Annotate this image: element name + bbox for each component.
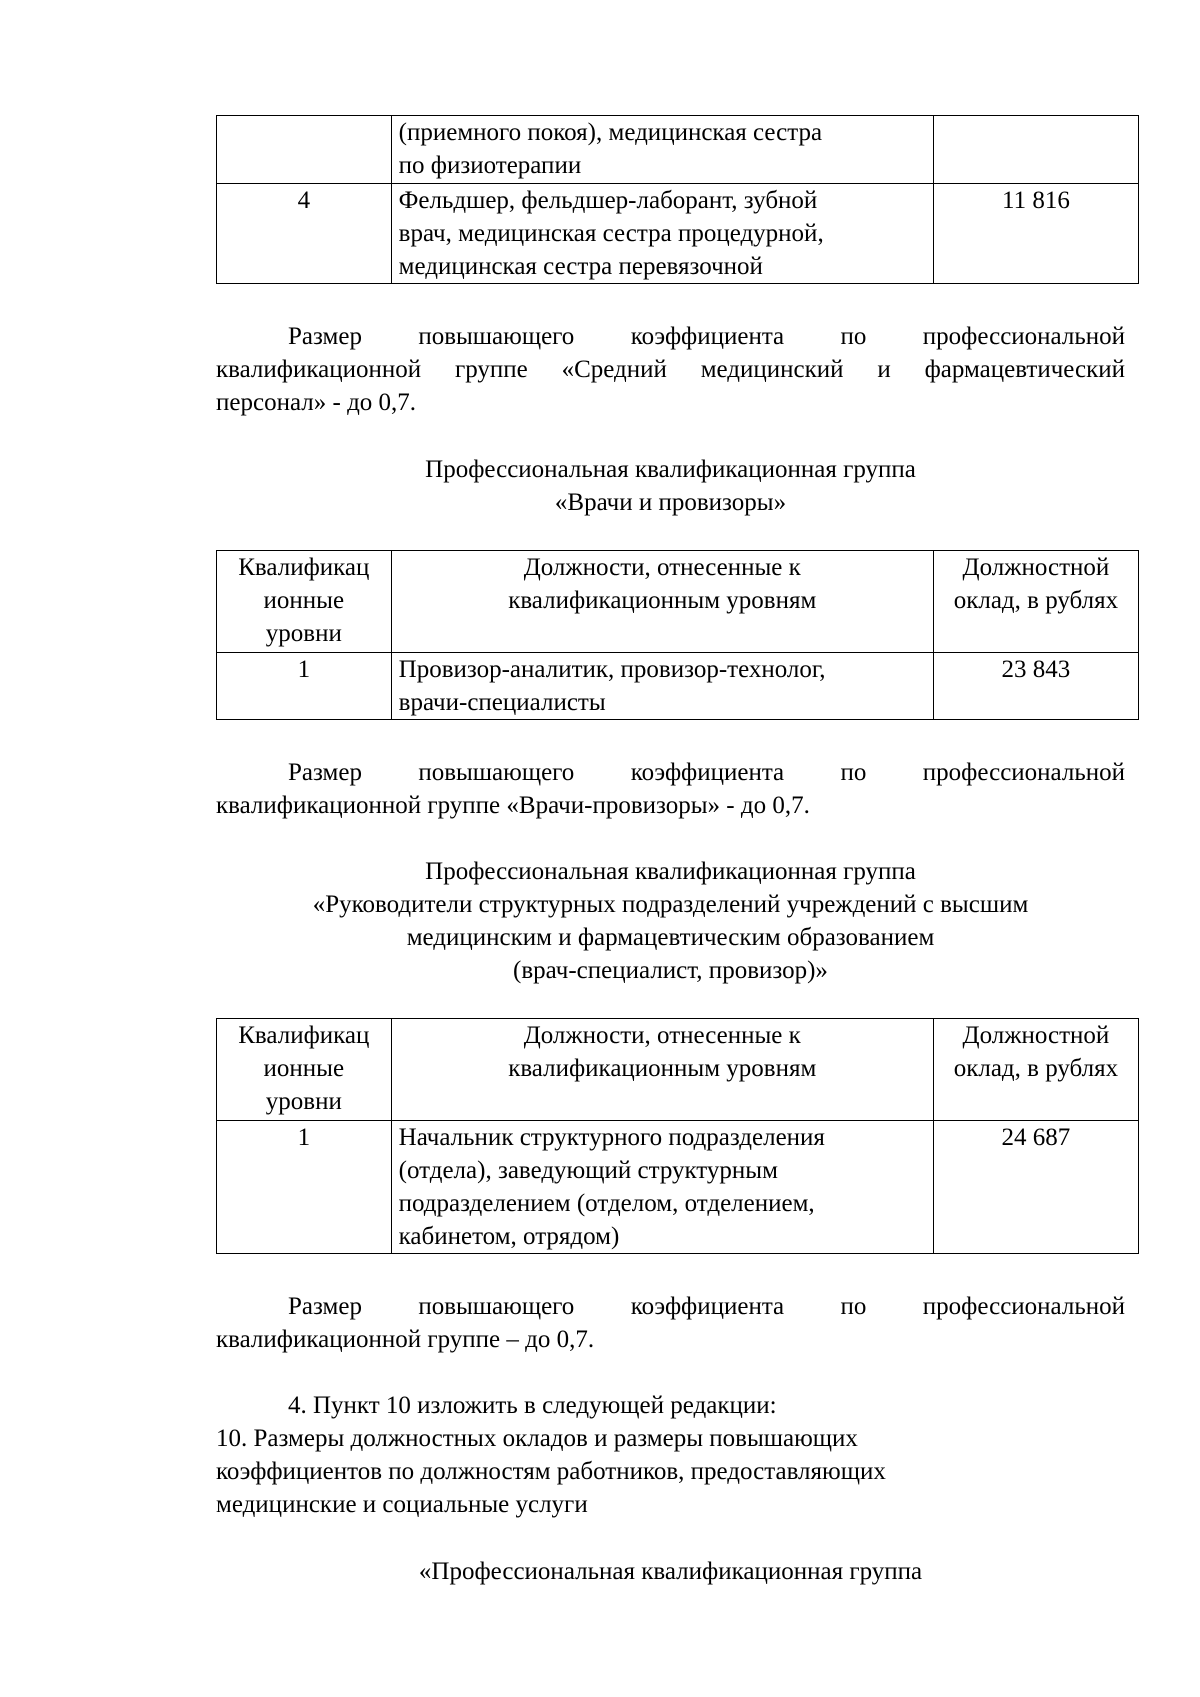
coefficient-paragraph-heads [216, 1290, 1125, 1356]
table-row [217, 116, 1139, 184]
level-cell: 4 [217, 184, 392, 284]
header-line: Должности, отнесенные к [523, 554, 801, 581]
header-line: Должностной [962, 1022, 1110, 1049]
level-cell: 1 [217, 1121, 392, 1254]
item-4-paragraph [216, 1389, 1125, 1521]
section-title-line: Профессиональная квалификационная группа [425, 858, 916, 885]
paragraph-line: Размер повышающего коэффициента по профессиональной [288, 1293, 1125, 1320]
header-line: оклад, в рублях [953, 587, 1119, 614]
table-row [217, 653, 1139, 720]
header-line: квалификационным уровням [508, 587, 817, 614]
table-row [217, 184, 1139, 284]
final-section-title [216, 1555, 1125, 1588]
section-title-line: медицинским и фармацевтическим образованием [406, 924, 935, 951]
section-title-line: «Профессиональная квалификационная группа [418, 1558, 923, 1585]
header-line: Должности, отнесенные к [523, 1022, 801, 1049]
position-cell [391, 653, 933, 720]
paragraph-line: квалификационной группе – до 0,7. [216, 1326, 595, 1353]
paragraph-line: Размер повышающего коэффициента по профессиональной [288, 759, 1125, 786]
header-positions [391, 1019, 933, 1121]
position-line: подразделением (отделом, отделением, [398, 1190, 815, 1217]
header-line: квалификационным уровням [508, 1055, 817, 1082]
table-heads [216, 1018, 1139, 1254]
header-levels [217, 1019, 392, 1121]
header-line: ионные [263, 587, 345, 614]
section-title-line: «Врачи и провизоры» [554, 489, 787, 516]
position-cell [391, 184, 933, 284]
position-cell [391, 116, 933, 184]
position-line: по физиотерапии [398, 152, 582, 179]
table-row [217, 1121, 1139, 1254]
header-line: Квалификац [238, 1022, 370, 1049]
paragraph-line: коэффициентов по должностям работников, предоставляющих [216, 1458, 886, 1485]
header-line: уровни [265, 620, 342, 647]
header-line: уровни [265, 1088, 342, 1115]
paragraph-line: 4. Пункт 10 изложить в следующей редакции: [288, 1392, 777, 1419]
position-line: (отдела), заведующий структурным [398, 1157, 778, 1184]
position-line: кабинетом, отрядом) [398, 1223, 620, 1250]
salary-cell: 24 687 [933, 1121, 1138, 1254]
section-title-line: Профессиональная квалификационная группа [425, 456, 916, 483]
paragraph-line: квалификационной группе «Средний медицинский и фармацевтический [216, 356, 1125, 383]
section-title-line: (врач-специалист, провизор)» [513, 957, 828, 984]
paragraph-line: 10. Размеры должностных окладов и размеры повышающих [216, 1425, 858, 1452]
paragraph-line: медицинские и социальные услуги [216, 1491, 588, 1518]
position-line: Фельдшер, фельдшер-лаборант, зубной [398, 187, 818, 214]
salary-cell: 11 816 [933, 184, 1138, 284]
position-line: врач, медицинская сестра процедурной, [398, 220, 824, 247]
section-title-doctors [216, 453, 1125, 519]
section-title-line: «Руководители структурных подразделений учреждений с высшим [312, 891, 1029, 918]
section-title-heads [216, 855, 1125, 987]
paragraph-line: квалификационной группе «Врачи-провизоры» - до 0,7. [216, 792, 810, 819]
paragraph-line: персонал» - до 0,7. [216, 389, 417, 416]
table-doctors [216, 550, 1139, 720]
paragraph-line: Размер повышающего коэффициента по профессиональной [288, 323, 1125, 350]
salary-cell: 23 843 [933, 653, 1138, 720]
position-line: Начальник структурного подразделения [398, 1124, 825, 1151]
position-line: медицинская сестра перевязочной [398, 253, 763, 280]
position-line: врачи-специалисты [398, 689, 606, 716]
table-header-row [217, 551, 1139, 653]
coefficient-paragraph-mid-level [216, 320, 1125, 419]
header-line: Должностной [962, 554, 1110, 581]
position-cell [391, 1121, 933, 1254]
header-salary [933, 551, 1138, 653]
level-cell: 1 [217, 653, 392, 720]
table-mid-level-continued [216, 115, 1139, 284]
header-line: оклад, в рублях [953, 1055, 1119, 1082]
level-cell [217, 116, 392, 184]
table-header-row [217, 1019, 1139, 1121]
header-line: Квалификац [238, 554, 370, 581]
position-line: Провизор-аналитик, провизор-технолог, [398, 656, 826, 683]
position-line: (приемного покоя), медицинская сестра [398, 119, 823, 146]
header-levels [217, 551, 392, 653]
coefficient-paragraph-doctors [216, 756, 1125, 822]
header-salary [933, 1019, 1138, 1121]
header-line: ионные [263, 1055, 345, 1082]
header-positions [391, 551, 933, 653]
salary-cell [933, 116, 1138, 184]
